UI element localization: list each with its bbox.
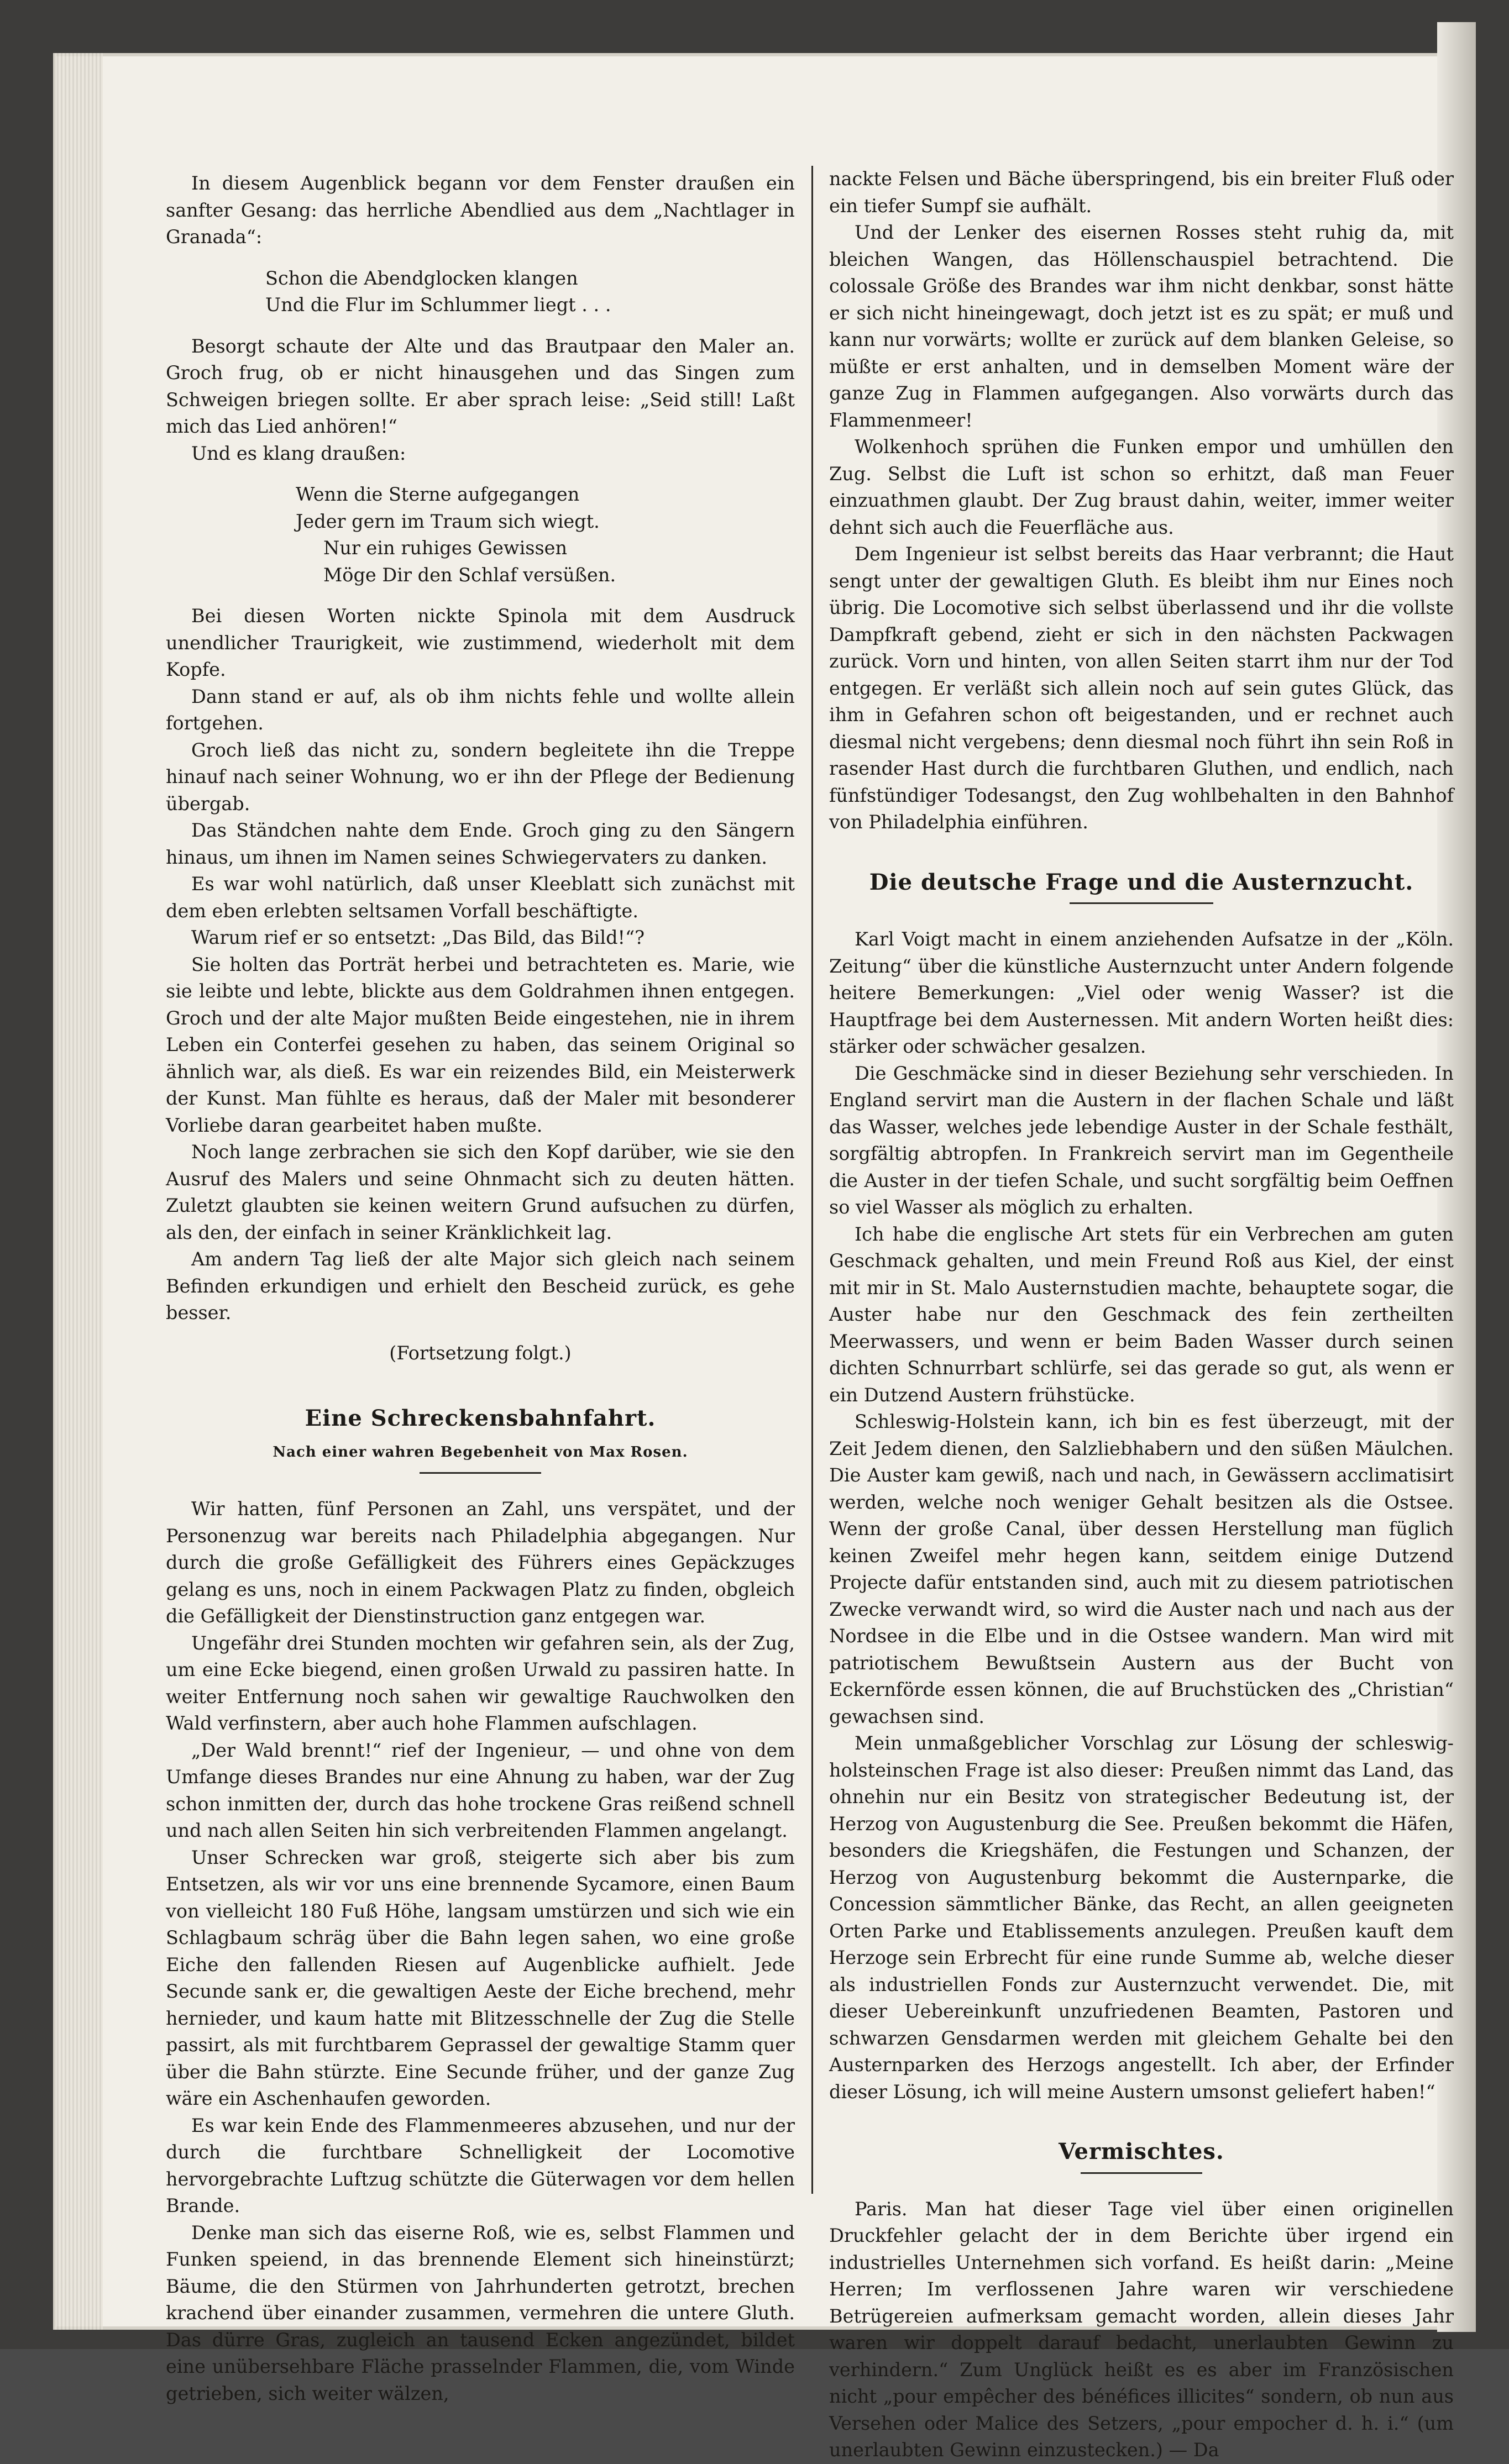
- paragraph: Das Ständchen nahte dem Ende. Groch ging zu den Sängern hinaus, um ihnen im Namen seines Schwiegervaters zu danken.: [166, 819, 795, 868]
- paragraph: Dem Ingenieur ist selbst bereits das Haar verbrannt; die Haut sengt unter der gewaltigen Gluth. Es bleibt ihm nur Eines noch übrig. Die Locomotive sich selbst überlassend und ihr die vollste Dampfkraft gebend, zieht er sich in den nächsten Packwagen zurück. Vorn und hinten, von allen Seiten starrt ihm nur der Tod entgegen. Er verläßt sich allein noch auf sein gutes Glück, das ihm in Gefahren schon oft beigestanden, und er rechnet auch diesmal nicht vergebens; denn diesmal noch führt ihn sein Roß in rasender Hast durch die furchtbaren Gluthen, und endlich, nach fünfstündiger Todesangst, den Zug wohlbehalten in den Bahnhof von Philadelphia einführen.: [829, 543, 1454, 833]
- article-title: Die deutsche Frage und die Austernzucht.: [869, 869, 1414, 895]
- article-title: Vermischtes.: [1059, 2139, 1224, 2164]
- paragraph: Die Geschmäcke sind in dieser Beziehung sehr verschieden. In England servirt man die Austern in der flachen Schale und läßt das Wasser, welches jede lebendige Auster in der Schale festhält, sorgfältig abtropfen. In Frankreich servirt man im Gegentheile die Auster in der tiefen Schale, und sucht sorgfältig beim Oeffnen so viel Wasser als möglich zu erhalten.: [829, 1062, 1454, 1218]
- verse-line: Wenn die Sterne aufgegangen: [296, 484, 580, 505]
- paragraph: Und der Lenker des eisernen Rosses steht ruhig da, mit bleichen Wangen, das Höllenschauspiel betrachtend. Die colossale Größe des Brandes war ihm nicht denkbar, sonst hätte er sich nicht hineingewagt, doch jetzt ist es zu spät; er muß und kann nur vorwärts; wollte er zurück auf dem blanken Geleise, so müßte er erst anhalten, und in demselben Moment wäre der ganze Zug in Flammen aufgegangen. Also vorwärts durch das Flammenmeer!: [829, 222, 1454, 431]
- paragraph: Schleswig-Holstein kann, ich bin es fest überzeugt, mit der Zeit Jedem dienen, den Salzliebhabern und den süßen Mäulchen. Die Auster kam gewiß, nach und nach, in Gewässern acclimatisirt werden, welche noch weniger Gehalt besitzen als die Ostsee. Wenn der große Canal, über dessen Herstellung man füglich keinen Zweifel mehr hegen kann, seitdem einige Dutzend Projecte dafür entstanden sind, auch mit zu diesem patriotischen Zwecke verwandt wird, so wird die Auster nach und nach aus der Nordsee in die Elbe und in die Ostsee wandern. Man wird mit patriotischem Bewußtsein Austern aus der Bucht von Eckernförde essen können, die auf Bruchstücken des „Christian“ gewachsen sind.: [829, 1411, 1454, 1727]
- paragraph: Ungefähr drei Stunden mochten wir gefahren sein, als der Zug, um eine Ecke biegend, einen großen Urwald zu passiren hatte. In weiter Entfernung noch sahen wir gewaltige Rauchwolken den Wald verfinstern, aber auch hohe Flammen aufschlagen.: [166, 1632, 795, 1734]
- paragraph: Besorgt schaute der Alte und das Brautpaar den Maler an. Groch frug, ob er nicht hinausgehen und das Singen zum Schweigen briegen sollte. Er aber sprach leise: „Seid still! Laßt mich das Lied anhören!“: [166, 335, 795, 437]
- paragraph: In diesem Augenblick begann vor dem Fenster draußen ein sanfter Gesang: das herrliche Abendlied aus dem „Nachtlager in Granada“:: [166, 172, 795, 248]
- song-verse: [166, 265, 795, 319]
- paragraph: Noch lange zerbrachen sie sich den Kopf darüber, wie sie den Ausruf des Malers und seine Ohnmacht sich zu deuten hätten. Zuletzt glaubten sie keinen weitern Grund aufsuchen zu dürfen, als den, der einfach in seiner Kränklichkeit lag.: [166, 1141, 795, 1243]
- verse-line: Und die Flur im Schlummer liegt . . .: [265, 294, 611, 316]
- paragraph: Es war wohl natürlich, daß unser Kleeblatt sich zunächst mit dem eben erlebten seltsamen Vorfall beschäftigte.: [166, 873, 795, 922]
- column-divider: [811, 166, 813, 2194]
- section-gap: [829, 836, 1454, 869]
- song-verse: [166, 481, 795, 589]
- article-byline: Nach einer wahren Begebenheit von Max Rosen.: [273, 1443, 688, 1460]
- paragraph: Es war kein Ende des Flammenmeeres abzusehen, und nur der durch die furchtbare Schnelligkeit der Locomotive hervorgebrachte Luftzug schützte die Güterwagen vor dem hellen Brande.: [166, 2114, 795, 2216]
- to-be-continued: (Fortsetzung folgt.): [389, 1342, 572, 1364]
- left-column: [166, 170, 795, 2407]
- paragraph: Und es klang draußen:: [191, 442, 406, 464]
- paragraph: Paris. Man hat dieser Tage viel über einen originellen Druckfehler gelacht der in dem Berichte über irgend ein industrielles Unternehmen sich vorfand. Es heißt darin: „Meine Herren; Im verflossenen Jahre waren wir verschiedene Betrügereien aufmerksam gemacht worden, allein dieses Jahr waren wir doppelt darauf bedacht, unerlaubten Gewinn zu verhindern.“ Zum Unglück heißt es es aber im Französischen nicht „pour empêcher des bénéfices illicites“ sondern, ob nun aus Versehen oder Malice des Setzers, „pour empocher d. h. i.“ (um unerlaubten Gewinn einzustecken.) — Da: [829, 2198, 1454, 2461]
- paragraph: Sie holten das Porträt herbei und betrachteten es. Marie, wie sie leibte und lebte, blickte aus dem Goldrahmen ihnen entgegen. Groch und der alte Major mußten Beide eingestehen, nie in ihrem Leben ein Conterfei gesehen zu haben, das seinem Original so ähnlich war, als dieß. Es war ein reizendes Bild, ein Meisterwerk der Kunst. Man fühlte es heraus, daß der Maler mit besonderer Vorliebe daran gearbeitet haben mußte.: [166, 953, 795, 1136]
- paragraph: Bei diesen Worten nickte Spinola mit dem Ausdruck unendlicher Traurigkeit, wie zustimmend, wiederholt mit dem Kopfe.: [166, 605, 795, 680]
- title-rule: [1070, 902, 1213, 904]
- paragraph: nackte Felsen und Bäche überspringend, bis ein breiter Fluß oder ein tiefer Sumpf sie aufhält.: [829, 168, 1454, 217]
- title-rule: [1081, 2172, 1202, 2174]
- paragraph: Ich habe die englische Art stets für ein Verbrechen am guten Geschmack gehalten, und mein Freund Roß aus Kiel, der einst mit mir in St. Malo Austernstudien machte, behauptete sogar, die Auster habe nur den Geschmack des fein zertheilten Meerwassers, und wenn er beim Baden Wasser durch seinen dichten Schnurrbart schlürfe, sei das gerade so gut, als wenn er ein Dutzend Austern frühstücke.: [829, 1223, 1454, 1406]
- verse-line: Schon die Abendglocken klangen: [265, 267, 578, 289]
- verse-line: Jeder gern im Traum sich wiegt.: [296, 510, 600, 532]
- paragraph: „Der Wald brennt!“ rief der Ingenieur, — und ohne von dem Umfange dieses Brandes nur eine Ahnung zu haben, war der Zug schon inmitten der, durch das hohe trockene Gras reißend schnell und nach allen Seiten hin sich verbreitenden Flammen angelangt.: [166, 1739, 795, 1841]
- right-column: [829, 166, 1454, 2464]
- paragraph: Karl Voigt macht in einem anziehenden Aufsatze in der „Köln. Zeitung“ über die künstliche Austernzucht unter Andern folgende heitere Bemerkungen: „Viel oder wenig Wasser? ist die Hauptfrage bei dem Austernessen. Mit andern Worten heißt dies: stärker oder schwächer gesalzen.: [829, 928, 1454, 1057]
- title-rule: [420, 1472, 541, 1474]
- paragraph: Am andern Tag ließ der alte Major sich gleich nach seinem Befinden erkundigen und erhielt den Bescheid zurück, es gehe besser.: [166, 1248, 795, 1323]
- paragraph: Wir hatten, fünf Personen an Zahl, uns verspätet, und der Personenzug war bereits nach Philadelphia abgegangen. Nur durch die große Gefälligkeit des Führers eines Gepäckzuges gelang es uns, noch in einem Packwagen Platz zu finden, obgleich die Gefälligkeit der Dienstinstruction ganz entgegen war.: [166, 1498, 795, 1627]
- section-gap: [829, 2105, 1454, 2139]
- paragraph: Warum rief er so entsetzt: „Das Bild, das Bild!“?: [191, 927, 645, 948]
- paragraph: Denke man sich das eiserne Roß, wie es, selbst Flammen und Funken speiend, in das brennende Element sich hineinstürzt; Bäume, die den Stürmen von Jahrhunderten getrotzt, brechen krachend über einander zusammen, vermehren die untere Gluth. Das dürre Gras, zugleich an tausend Ecken angezündet, bildet eine unübersehbare Fläche prasselnder Flammen, die, vom Winde getrieben, sich weiter wälzen,: [166, 2221, 795, 2404]
- paragraph: Dann stand er auf, als ob ihm nichts fehle und wollte allein fortgehen.: [166, 685, 795, 734]
- page-stack-edge: [53, 53, 103, 2330]
- paragraph: Wolkenhoch sprühen die Funken empor und umhüllen den Zug. Selbst die Luft ist schon so erhitzt, daß man Feuer einzuathmen glaubt. Der Zug braust dahin, weiter, immer weiter dehnt sich auch die Feuerfläche aus.: [829, 436, 1454, 538]
- paragraph: Mein unmaßgeblicher Vorschlag zur Lösung der schleswig-holsteinschen Frage ist also dieser: Preußen nimmt das Land, das ohnehin nur ein Besitz von strategischer Bedeutung ist, der Herzog von Augustenburg die See. Preußen bekommt die Häfen, besonders die Kriegshäfen, die Festungen und Schanzen, der Herzog von Augustenburg bekommt die Austernparke, die Concession sämmtlicher Bänke, das Recht, an allen geeigneten Orten Parke und Etablissements anzulegen. Preußen kauft dem Herzoge sein Erbrecht für eine runde Summe ab, welche dieser als industriellen Fonds zur Austernzucht verwendet. Die, mit dieser Uebereinkunft unzufriedenen Beamten, Pastoren und schwarzen Gensdarmen werden mit gleichem Gehalte bei den Austernparken des Herzogs angestellt. Ich aber, der Erfinder dieser Lösung, ich will meine Austern umsonst geliefert haben!“: [829, 1732, 1454, 2103]
- verse-line: Möge Dir den Schlaf versüßen.: [323, 564, 616, 586]
- article-title: Eine Schreckensbahnfahrt.: [305, 1405, 656, 1431]
- paragraph: Unser Schrecken war groß, steigerte sich aber bis zum Entsetzen, als wir vor uns eine brennende Sycamore, einen Baum von vielleicht 180 Fuß Höhe, langsam umstürzen und sich wie ein Schlagbaum schräg über die Bahn legen sahen, wo eine große Eiche den fallenden Riesen auf Augenblicke aufhielt. Jede Secunde sank er, die gewaltigen Aeste der Eiche brechend, mehr hernieder, und kaum hatte mit Blitzesschnelle der Zug die Stelle passirt, als mit furchtbarem Geprassel der gewaltige Stamm quer über die Bahn stürzte. Eine Secunde früher, und der ganze Zug wäre ein Aschenhaufen geworden.: [166, 1846, 795, 2109]
- paragraph: Groch ließ das nicht zu, sondern begleitete ihn die Treppe hinauf nach seiner Wohnung, wo er ihn der Pflege der Bedienung übergab.: [166, 739, 795, 815]
- verse-line: Nur ein ruhiges Gewissen: [323, 537, 568, 559]
